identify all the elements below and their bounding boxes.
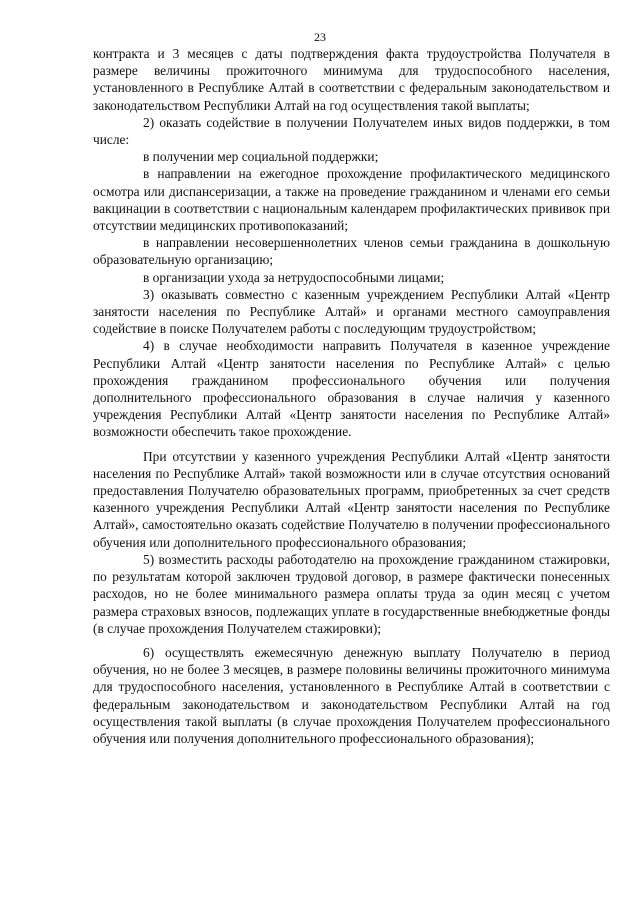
paragraph-absence: При отсутствии у казенного учреждения Республики Алтай «Центр занятости населения по Республике Алтай» такой возможности или в случае отсутствия оснований предоставления Получателю образовательных программ, приобретенных за счет средств казенного учреждения Республики Алтай «Центр занятости населения по Республике Алтай», самостоятельно оказать содействие Получателю в получении профессионального обучения или дополнительного профессионального образования; <box>93 448 610 550</box>
paragraph-item-6: 6) осуществлять ежемесячную денежную выплату Получателю в период обучения, но не более 3 месяцев, в размере половины величины прожиточного минимума для трудоспособного населения, установленного в Республике Алтай в соответствии с федеральным законодательством и законодательством Республики Алтай на год осуществления такой выплаты (в случае прохождения Получателем профессионального обучения или получения дополнительного профессионального образования); <box>93 644 610 746</box>
paragraph-item-3: 3) оказывать совместно с казенным учреждением Республики Алтай «Центр занятости населения по Республике Алтай» и органами местного самоуправления содействие в поиске Получателем работы с последующим трудоустройством; <box>93 286 610 337</box>
paragraph-item-4: 4) в случае необходимости направить Получателя в казенное учреждение Республики Алтай «Центр занятости населения по Республике Алтай» с целью прохождения гражданином профессионального обучения или получения дополнительного профессионального образования в случае наличия у казенного учреждения Республики Алтай «Центр занятости населения по Республике Алтай» возможности обеспечить такое прохождение. <box>93 338 610 440</box>
document-body <box>93 45 610 747</box>
paragraph-medical-examination: в направлении на ежегодное прохождение профилактического медицинского осмотра или диспансеризации, а также на проведение гражданином и членами его семьи вакцинации в соответствии с национальным календарем профилактических прививок при отсутствии медицинских противопоказаний; <box>93 166 610 234</box>
paragraph-social-support: в получении мер социальной поддержки; <box>143 149 379 165</box>
paragraph-item-5: 5) возместить расходы работодателю на прохождение гражданином стажировки, по результатам которой заключен трудовой договор, в размере фактически понесенных расходов, но не более минимального размера оплаты труда за один месяц с учетом размера страховых взносов, подлежащих уплате в государственные внебюджетные фонды (в случае прохождения Получателем стажировки); <box>93 551 610 636</box>
paragraph-care: в организации ухода за нетрудоспособными лицами; <box>143 269 445 285</box>
paragraph-preschool: в направлении несовершеннолетних членов семьи гражданина в дошкольную образовательную организацию; <box>93 235 610 268</box>
page-number: 23 <box>314 30 326 44</box>
paragraph-continuation: контракта и 3 месяцев с даты подтверждения факта трудоустройства Получателя в размере величины прожиточного минимума для трудоспособного населения, установленного в Республике Алтай в соответствии с федеральным законодательством и законодательством Республики Алтай на год осуществления такой выплаты; <box>93 46 610 113</box>
paragraph-item-2: 2) оказать содействие в получении Получателем иных видов поддержки, в том числе: <box>93 114 610 148</box>
